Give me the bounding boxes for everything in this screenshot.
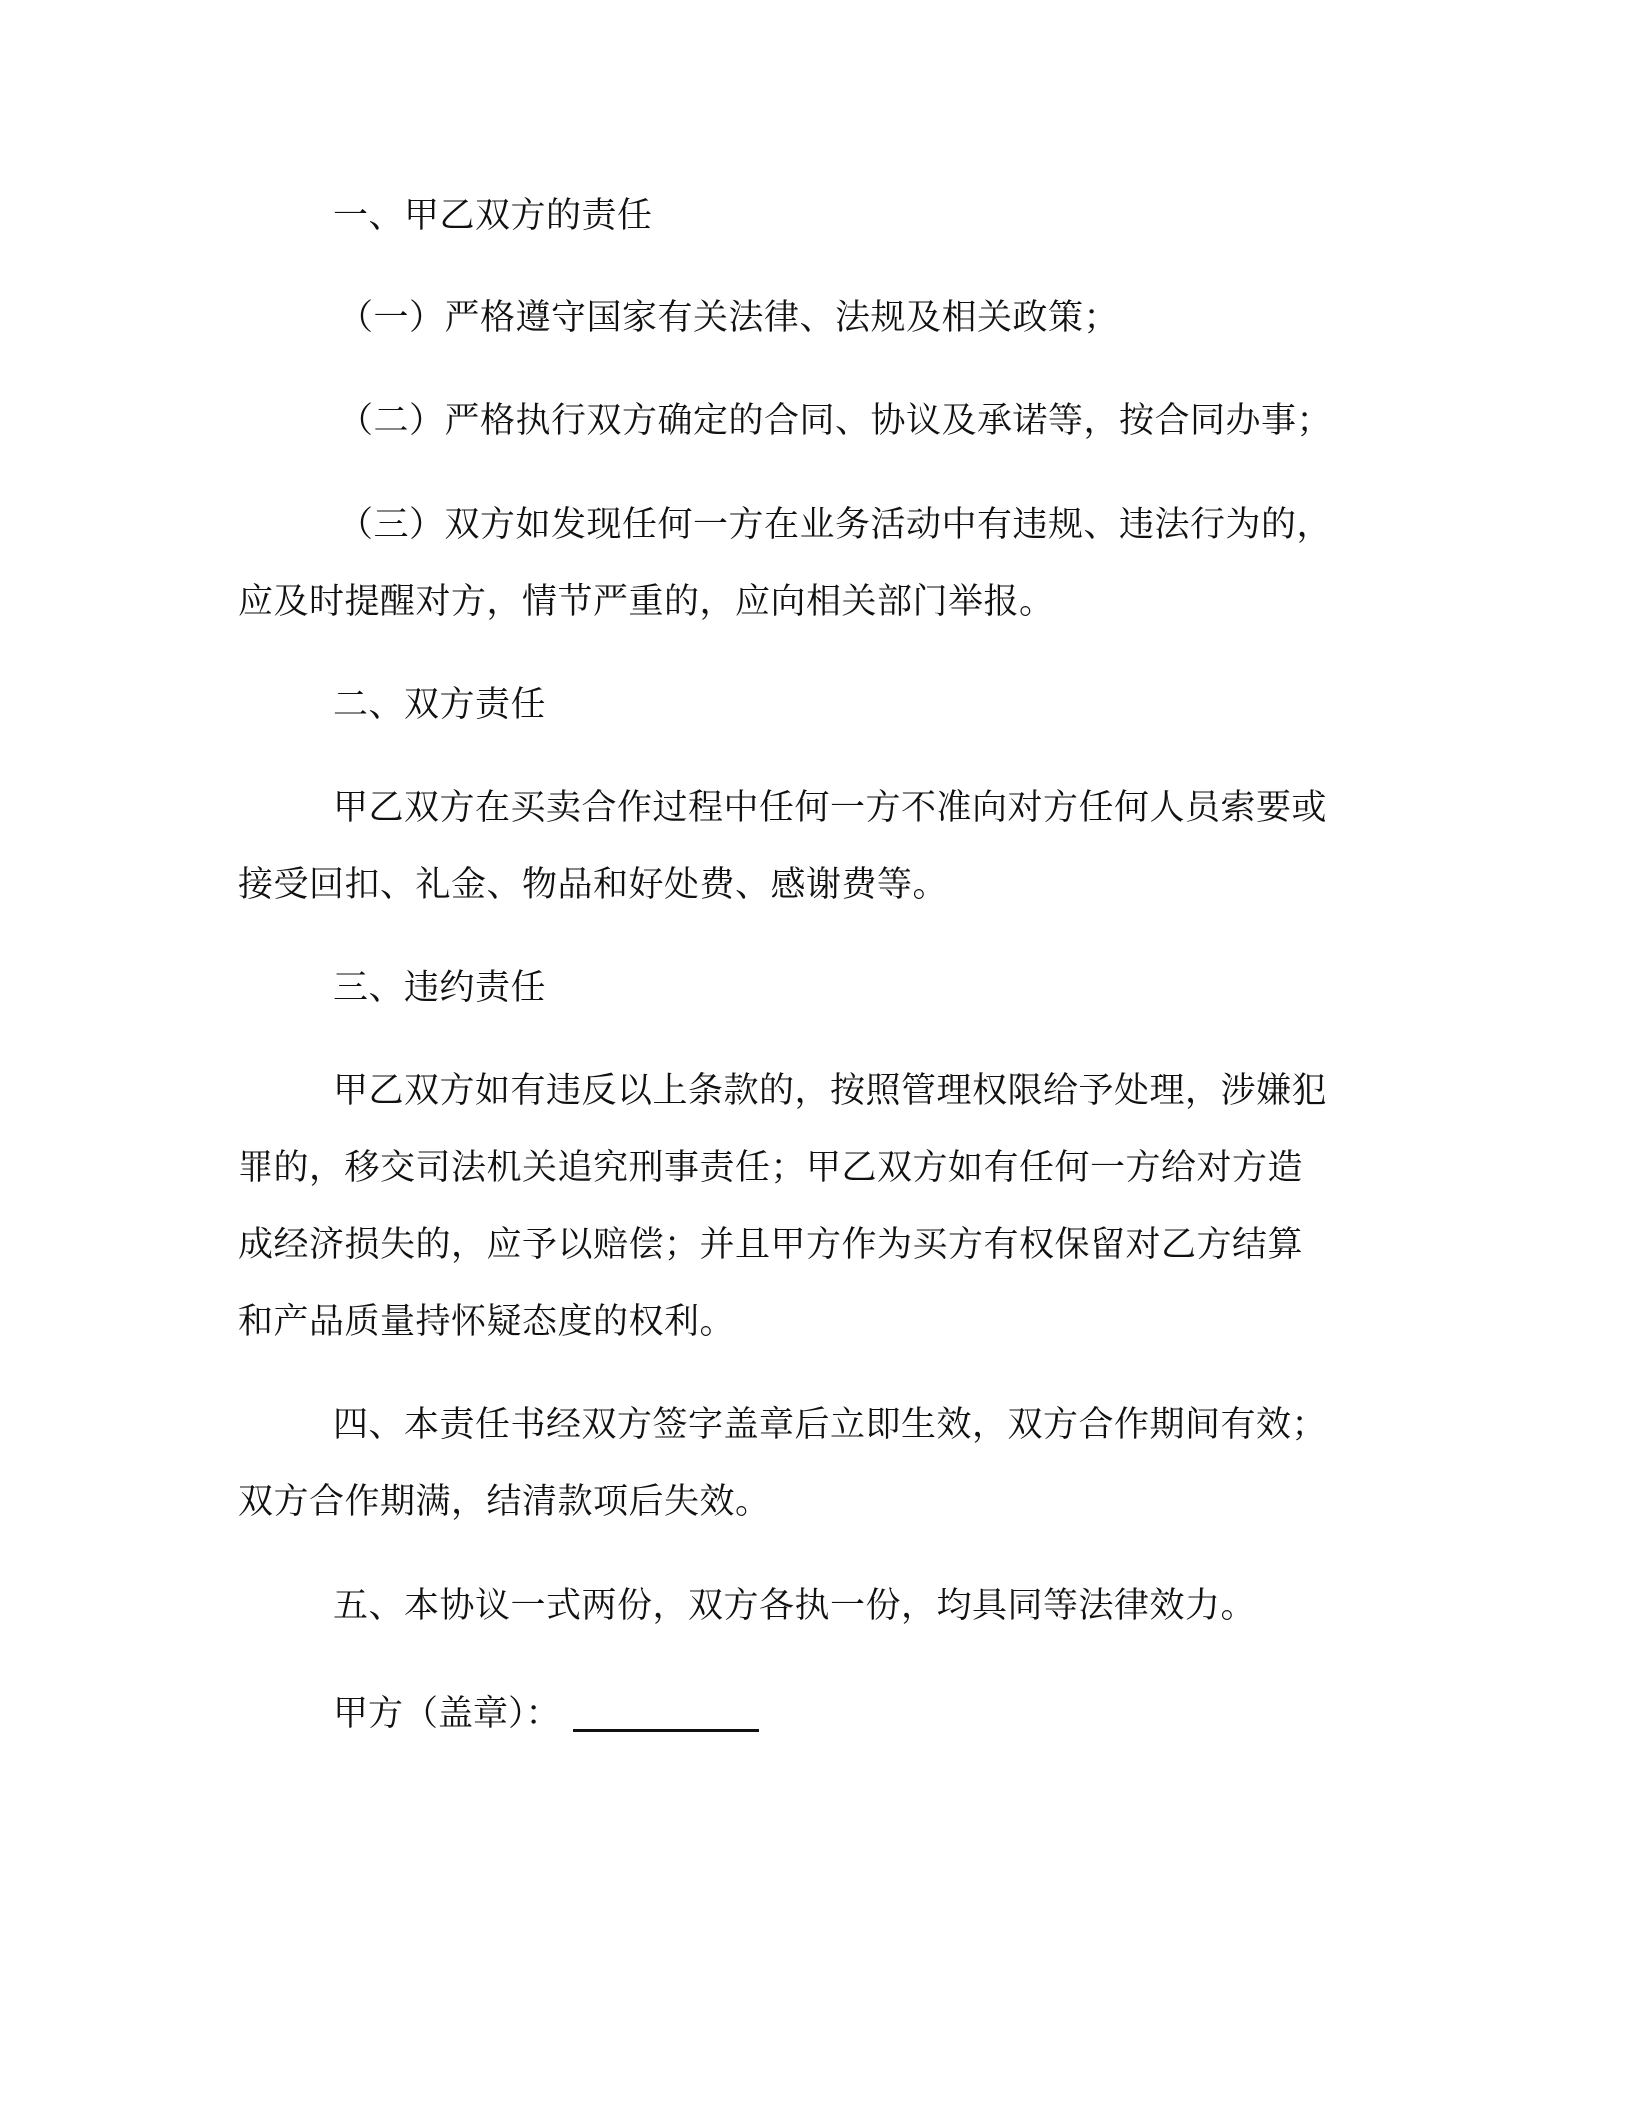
- section-heading-1: 一、甲乙双方的责任: [333, 196, 653, 236]
- section-2-body-line-2: 接受回扣、礼金、物品和好处费、感谢费等。: [238, 865, 949, 905]
- section-3-body-line-4: 和产品质量持怀疑态度的权利。: [238, 1302, 736, 1342]
- party-a-seal-label: 甲方（盖章）：: [333, 1694, 561, 1734]
- section-3-body-line-2: 罪的，移交司法机关追究刑事责任；甲乙双方如有任何一方给对方造: [238, 1148, 1304, 1188]
- clause-1-3-line-2: 应及时提醒对方，情节严重的，应向相关部门举报。: [238, 582, 1055, 622]
- section-heading-3: 三、违约责任: [333, 968, 547, 1008]
- section-heading-2: 二、双方责任: [333, 685, 547, 725]
- party-a-seal-row: [333, 1692, 759, 1736]
- section-5: 五、本协议一式两份，双方各执一份，均具同等法律效力。: [333, 1586, 1257, 1626]
- section-3-body-line-3: 成经济损失的，应予以赔偿；并且甲方作为买方有权保留对乙方结算: [238, 1225, 1304, 1265]
- party-a-seal-blank: [573, 1689, 759, 1732]
- section-4-line-1: 四、本责任书经双方签字盖章后立即生效，双方合作期间有效；: [333, 1405, 1328, 1445]
- section-3-body-line-1: 甲乙双方如有违反以上条款的，按照管理权限给予处理，涉嫌犯: [333, 1071, 1328, 1111]
- clause-1-3-line-1: （三）双方如发现任何一方在业务活动中有违规、违法行为的，: [338, 505, 1333, 545]
- clause-1-1: （一）严格遵守国家有关法律、法规及相关政策；: [338, 298, 1120, 338]
- section-2-body-line-1: 甲乙双方在买卖合作过程中任何一方不准向对方任何人员索要或: [333, 788, 1328, 828]
- section-4-line-2: 双方合作期满，结清款项后失效。: [238, 1482, 771, 1522]
- clause-1-2: （二）严格执行双方确定的合同、协议及承诺等，按合同办事；: [338, 401, 1333, 441]
